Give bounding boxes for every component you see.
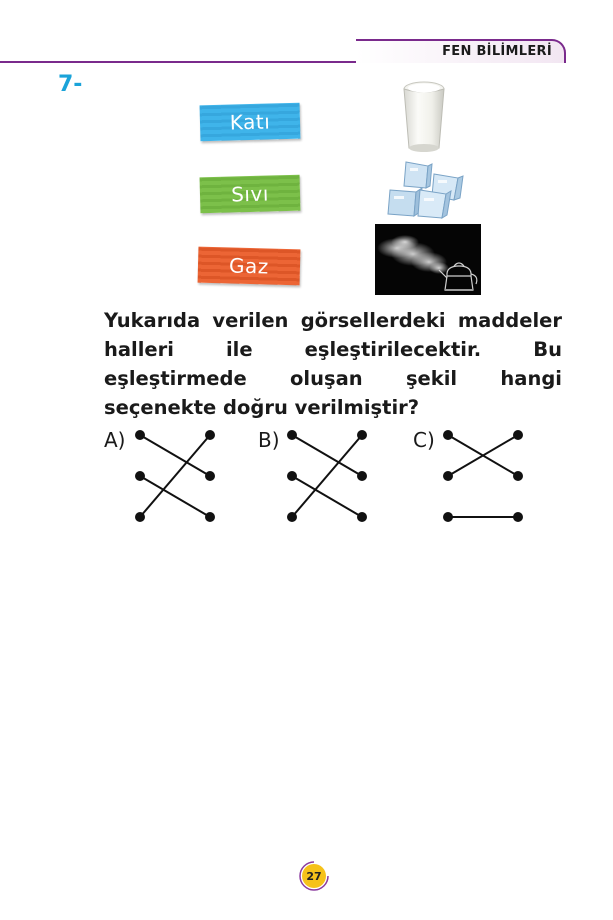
right-dot <box>205 430 215 440</box>
option-a-diagram[interactable] <box>130 426 220 526</box>
right-dot <box>205 471 215 481</box>
milk-glass-icon <box>400 80 448 154</box>
connection-line <box>292 476 362 517</box>
option-a-label[interactable]: A) <box>104 428 126 452</box>
left-dot <box>287 512 297 522</box>
left-dot <box>443 471 453 481</box>
right-dot <box>513 512 523 522</box>
left-dot <box>287 430 297 440</box>
right-dot <box>513 471 523 481</box>
left-dot <box>135 471 145 481</box>
option-c-label[interactable]: C) <box>413 428 435 452</box>
state-board-solid <box>200 103 301 142</box>
right-dot <box>357 512 367 522</box>
connection-line <box>292 435 362 517</box>
subject-title: FEN BİLİMLERİ <box>442 44 552 59</box>
state-label-liquid: Sıvı <box>230 181 270 207</box>
left-dot <box>443 430 453 440</box>
connection-line <box>140 476 210 517</box>
page-number-badge <box>298 860 330 892</box>
state-label-solid: Katı <box>229 109 271 135</box>
connection-line <box>140 435 210 517</box>
left-dot <box>287 471 297 481</box>
left-dot <box>135 512 145 522</box>
left-dot <box>443 512 453 522</box>
connection-line <box>292 435 362 476</box>
connection-line <box>140 435 210 476</box>
question-number: 7- <box>58 72 83 97</box>
question-text: Yukarıda verilen görsellerdeki maddeler halleri ile eşleştirilecektir. Bu eşleştirmede oluşan şekil hangi seçenekte doğru verilmiştir? <box>104 309 562 419</box>
state-board-liquid <box>200 175 301 214</box>
left-dot <box>135 430 145 440</box>
steaming-kettle-icon <box>375 224 481 295</box>
state-board-gas <box>198 247 301 286</box>
right-dot <box>513 430 523 440</box>
state-label-gas: Gaz <box>228 253 270 279</box>
right-dot <box>357 471 367 481</box>
subject-tab <box>356 39 566 63</box>
option-b-diagram[interactable] <box>282 426 372 526</box>
option-b-label[interactable]: B) <box>258 428 280 452</box>
ice-cubes-icon <box>384 160 466 220</box>
right-dot <box>357 430 367 440</box>
page-number: 27 <box>302 864 326 888</box>
option-c-diagram[interactable] <box>438 426 528 526</box>
right-dot <box>205 512 215 522</box>
